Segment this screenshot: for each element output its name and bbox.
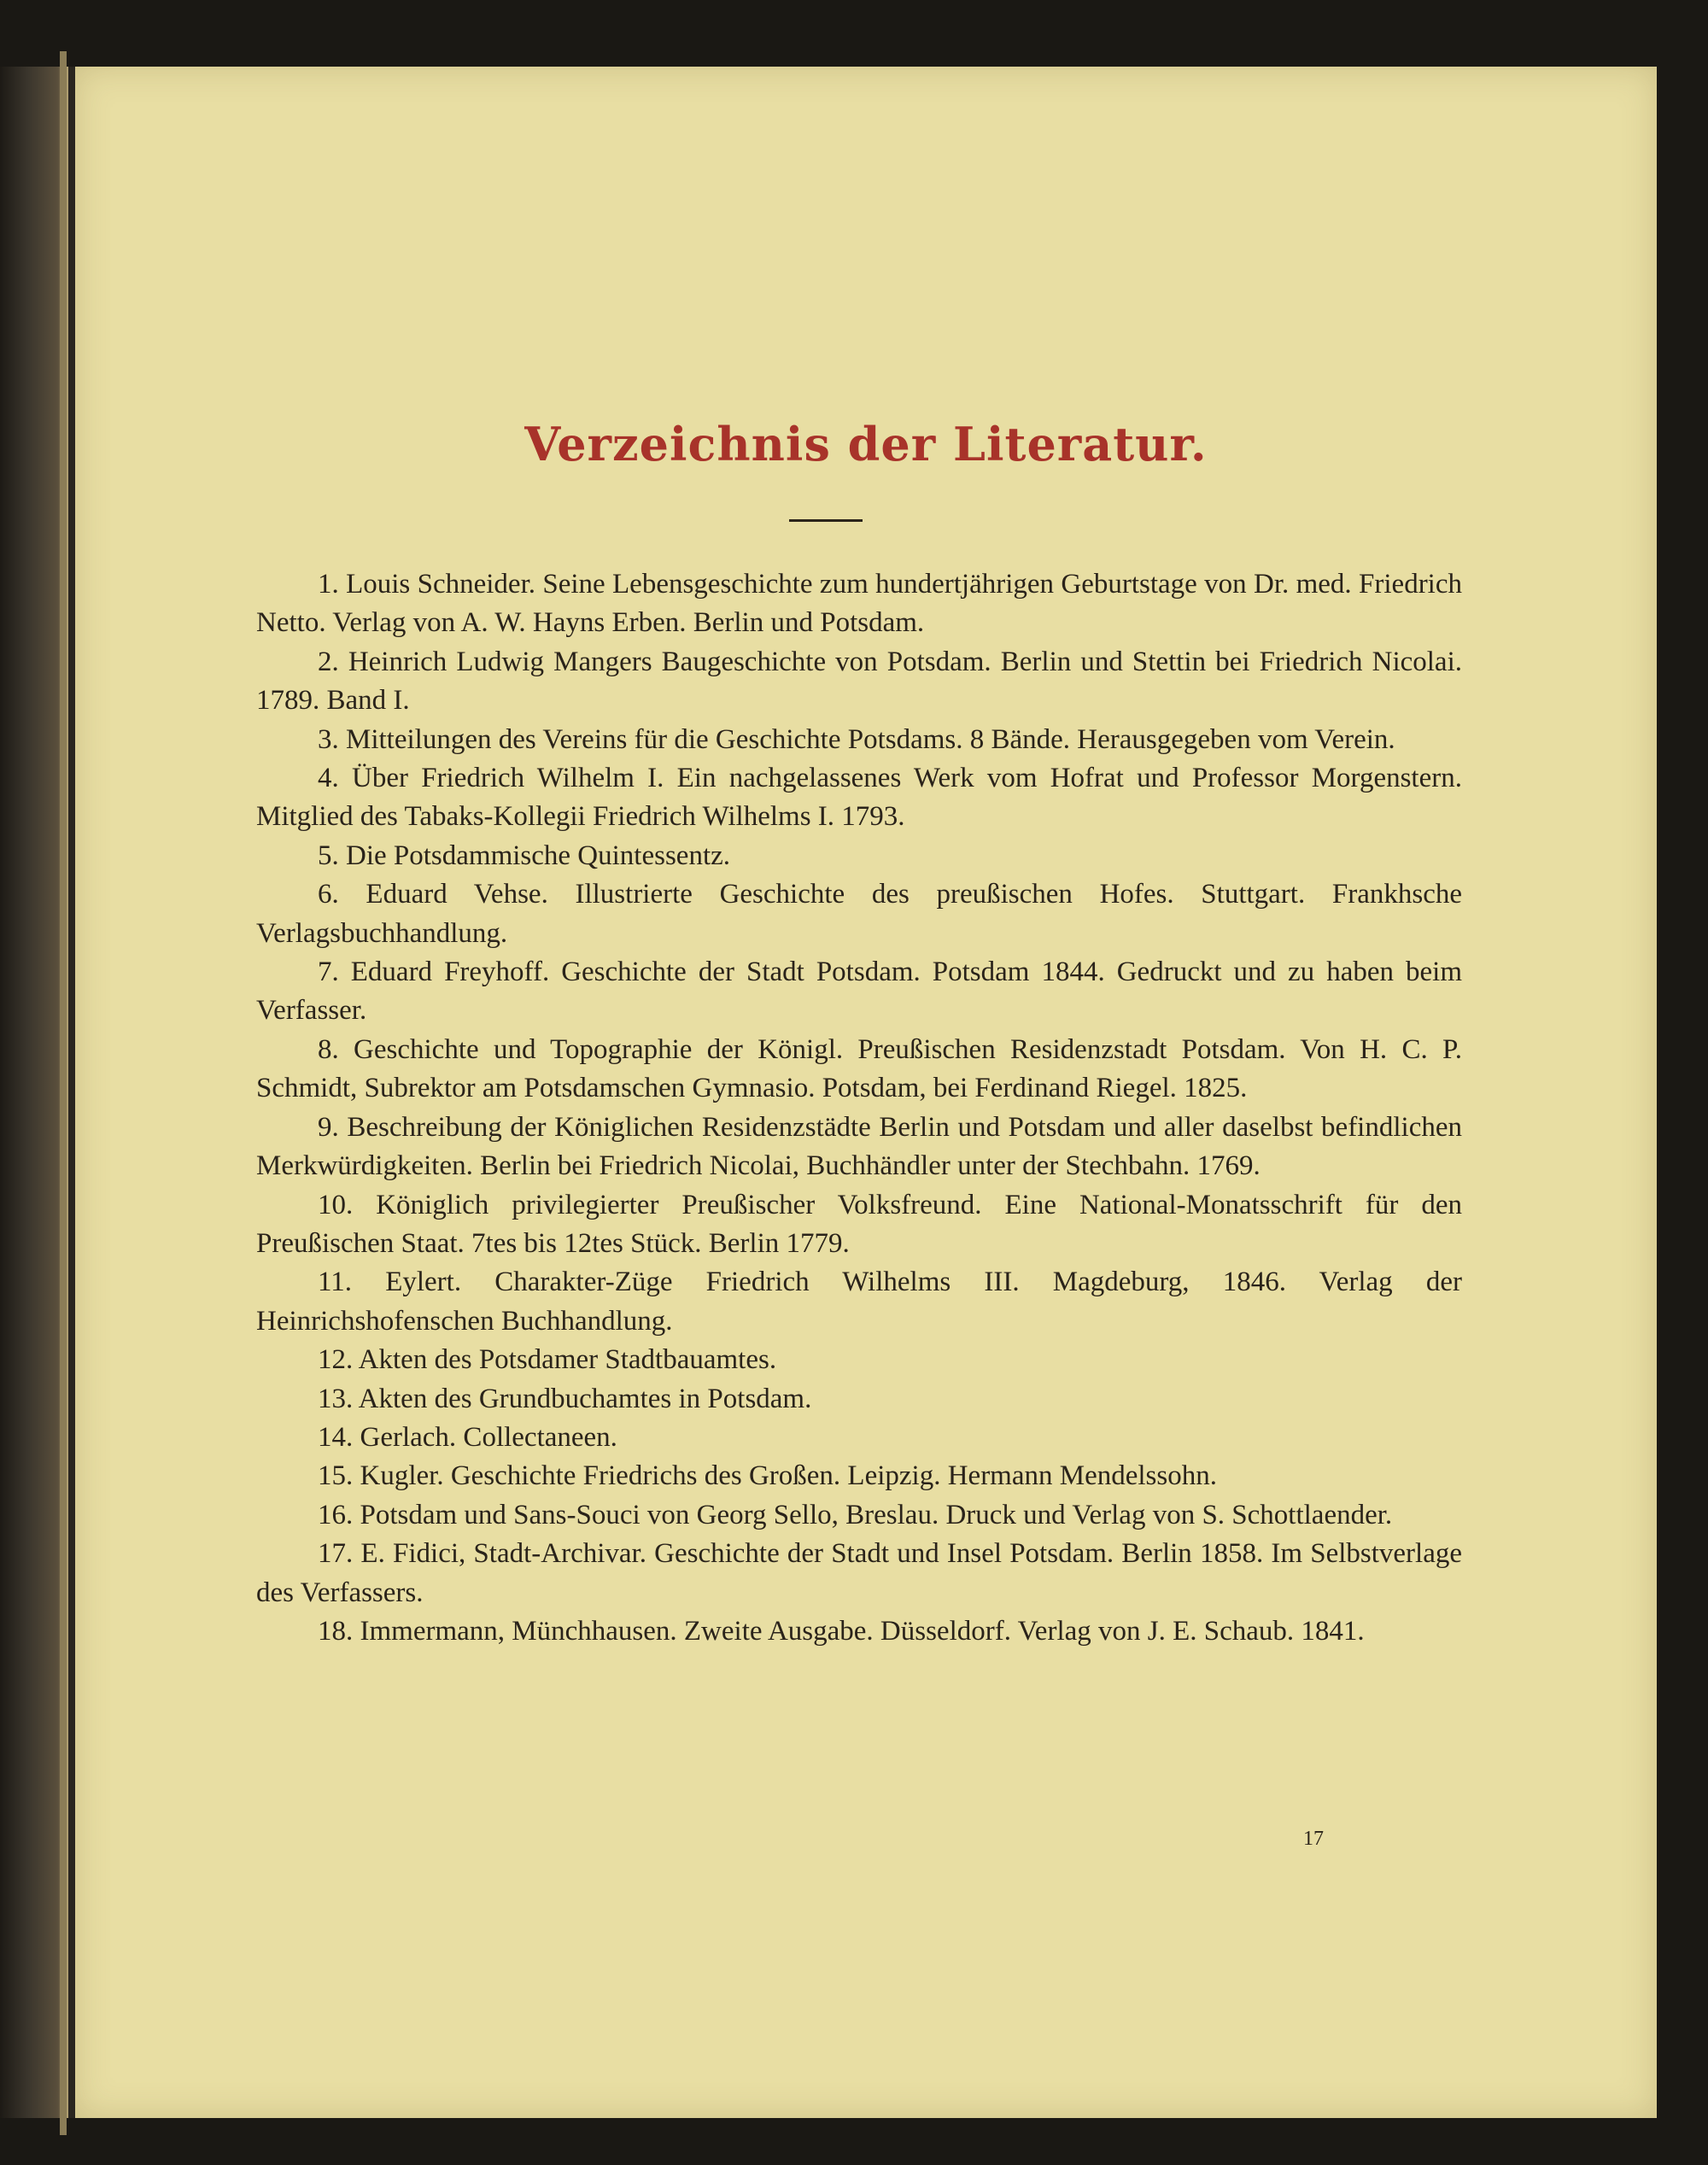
- bibliography-entry: 11. Eylert. Charakter-Züge Friedrich Wilhelms III. Magdeburg, 1846. Verlag der Heinrichshofenschen Buchhandlung.: [256, 1267, 1462, 1337]
- bibliography-entry: 17. E. Fidici, Stadt-Archivar. Geschichte der Stadt und Insel Potsdam. Berlin 1858. Im Selbstverlage des Verfassers.: [256, 1538, 1462, 1608]
- bibliography-entry: 3. Mitteilungen des Vereins für die Geschichte Potsdams. 8 Bände. Herausgegeben vom Verein.: [318, 723, 1395, 755]
- bibliography-entry: 14. Gerlach. Collectaneen.: [318, 1421, 617, 1453]
- bibliography-entry: 13. Akten des Grundbuchamtes in Potsdam.: [318, 1383, 812, 1414]
- book-top-edge: [0, 0, 1708, 67]
- bibliography-entry: 7. Eduard Freyhoff. Geschichte der Stadt Potsdam. Potsdam 1844. Gedruckt und zu haben beim Verfasser.: [256, 957, 1462, 1027]
- bibliography-entry: 18. Immermann, Münchhausen. Zweite Ausgabe. Düsseldorf. Verlag von J. E. Schaub. 1841.: [318, 1615, 1365, 1647]
- bibliography-entry: 8. Geschichte und Topographie der Königl. Preußischen Residenzstadt Potsdam. Von H. C. P. Schmidt, Subrektor am Potsdamschen Gymnasio. Potsdam, bei Ferdinand Riegel. 1825.: [256, 1033, 1462, 1104]
- bibliography-entry: 16. Potsdam und Sans-Souci von Georg Sello, Breslau. Druck und Verlag von S. Schottlaender.: [318, 1499, 1393, 1530]
- book-spine: [60, 51, 67, 2135]
- bibliography-entry: 12. Akten des Potsdamer Stadtbauamtes.: [318, 1344, 777, 1376]
- bibliography-entry: 10. Königlich privilegierter Preußischer Volksfreund. Eine National-Monatsschrift für den Preußischen Staat. 7tes bis 12tes Stück. Berlin 1779.: [256, 1189, 1462, 1259]
- bibliography-entry: 5. Die Potsdammische Quintessentz.: [318, 840, 731, 871]
- bibliography-entry: 9. Beschreibung der Königlichen Residenzstädte Berlin und Potsdam und aller daselbst befindlichen Merkwürdigkeiten. Berlin bei Friedrich Nicolai, Buchhändler unter der Stechbahn. 1769.: [256, 1111, 1462, 1182]
- bibliography-entry: 6. Eduard Vehse. Illustrierte Geschichte des preußischen Hofes. Stuttgart. Frankhsche Verlagsbuchhandlung.: [256, 879, 1462, 949]
- page-title: Verzeichnis der Literatur.: [524, 417, 1208, 471]
- book-cover-edge: [0, 0, 68, 2165]
- page-number: 17: [1303, 1828, 1324, 1850]
- title-divider: [789, 519, 863, 522]
- bibliography-entry: 2. Heinrich Ludwig Mangers Baugeschichte von Potsdam. Berlin und Stettin bei Friedrich Nicolai. 1789. Band I.: [256, 646, 1462, 717]
- bibliography-list: [256, 565, 1462, 1651]
- book-right-edge: [1657, 0, 1708, 2165]
- bibliography-entry: 1. Louis Schneider. Seine Lebensgeschichte zum hundertjährigen Geburtstage von Dr. med. Friedrich Netto. Verlag von A. W. Hayns Erben. Berlin und Potsdam.: [256, 569, 1462, 639]
- bibliography-entry: 4. Über Friedrich Wilhelm I. Ein nachgelassenes Werk vom Hofrat und Professor Morgenstern. Mitglied des Tabaks-Kollegii Friedrich Wilhelms I. 1793.: [256, 763, 1462, 833]
- bibliography-entry: 15. Kugler. Geschichte Friedrichs des Großen. Leipzig. Hermann Mendelssohn.: [318, 1460, 1217, 1492]
- book-bottom-edge: [0, 2118, 1708, 2165]
- book-page: [75, 67, 1657, 2118]
